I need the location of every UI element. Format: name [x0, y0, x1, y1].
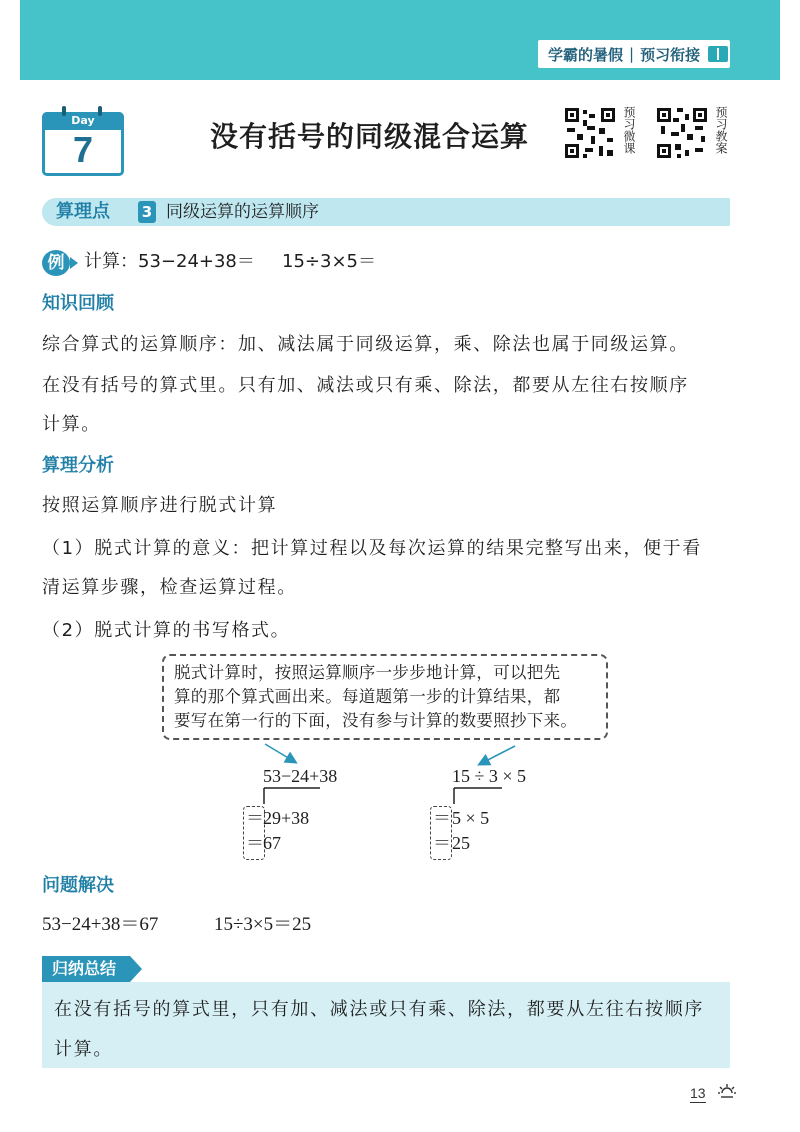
left-eq-1: ＝ — [246, 808, 264, 828]
example-problem-1: 计算：53−24+38＝ — [84, 251, 255, 272]
summary-box — [42, 982, 730, 1068]
summary-line: 计算。 — [54, 1039, 114, 1060]
left-step-2: 67 — [263, 833, 281, 853]
qr-code-icon[interactable] — [563, 106, 617, 160]
page-number: 13 — [690, 1085, 706, 1101]
divider: | — [629, 45, 635, 63]
summary-line: 在没有括号的算式里，只有加、减法或只有乘、除法，都要从左往右按顺序 — [54, 999, 705, 1020]
note-line: 脱式计算时，按照运算顺序一步步地计算，可以把先 — [174, 663, 561, 682]
right-step-2: 25 — [452, 833, 470, 853]
note-line: 算的那个算式画出来。每道题第一步的计算结果，都 — [174, 687, 561, 706]
right-eq-2: ＝ — [433, 833, 451, 853]
summary-tag: 归纳总结 — [42, 956, 130, 982]
day-label: Day — [42, 112, 124, 130]
example-badge: 例 — [42, 250, 70, 276]
page-title: 没有括号的同级混合运算 — [210, 120, 530, 153]
series-tag — [538, 40, 730, 68]
left-step-1: 29+38 — [263, 808, 310, 828]
analysis-line: 清运算步骤，检查运算过程。 — [42, 577, 297, 598]
knowledge-line: 在没有括号的算式里。只有加、减法或只有乘、除法，都要从左往右按顺序 — [42, 375, 689, 396]
analysis-line: 按照运算顺序进行脱式计算 — [42, 495, 278, 516]
sun-icon — [716, 1082, 738, 1104]
example-problem-2: 15÷3×5＝ — [282, 251, 376, 272]
series-name: 学霸的暑假 — [548, 45, 624, 64]
knowledge-line: 计算。 — [42, 414, 101, 435]
day-number: 7 — [72, 129, 94, 170]
series-sub: 预习衔接 — [640, 45, 701, 64]
book-icon — [708, 46, 728, 62]
note-line: 要写在第一行的下面，没有参与计算的数要照抄下来。 — [174, 711, 578, 730]
section-number: 3 — [138, 201, 156, 223]
solution-answer-1: 53−24+38＝67 — [42, 914, 159, 935]
analysis-line: （2）脱式计算的书写格式。 — [42, 620, 291, 641]
arrow-icon — [70, 257, 78, 269]
solution-answer-2: 15÷3×5＝25 — [214, 914, 312, 935]
calendar-ring-icon — [62, 106, 66, 116]
qr-code-icon[interactable] — [655, 106, 709, 160]
analysis-line: （1）脱式计算的意义：把计算过程以及每次运算的结果完整写出来，便于看 — [42, 538, 702, 559]
knowledge-line: 综合算式的运算顺序：加、减法属于同级运算，乘、除法也属于同级运算。 — [42, 334, 689, 355]
left-expression: 53−24+38 — [263, 766, 338, 786]
analysis-heading: 算理分析 — [42, 455, 114, 476]
section-title: 同级运算的运算顺序 — [166, 202, 319, 222]
right-step-1: 5 × 5 — [452, 808, 490, 828]
section-label: 算理点 — [56, 201, 110, 222]
calendar-ring-icon — [98, 106, 102, 116]
solution-heading: 问题解决 — [42, 875, 114, 896]
qr-label: 预习微课 — [622, 106, 636, 154]
right-eq-1: ＝ — [433, 808, 451, 828]
qr-label: 预习教案 — [714, 106, 728, 154]
right-expression: 15 ÷ 3 × 5 — [452, 766, 527, 786]
knowledge-heading: 知识回顾 — [42, 293, 114, 314]
left-eq-2: ＝ — [246, 833, 264, 853]
